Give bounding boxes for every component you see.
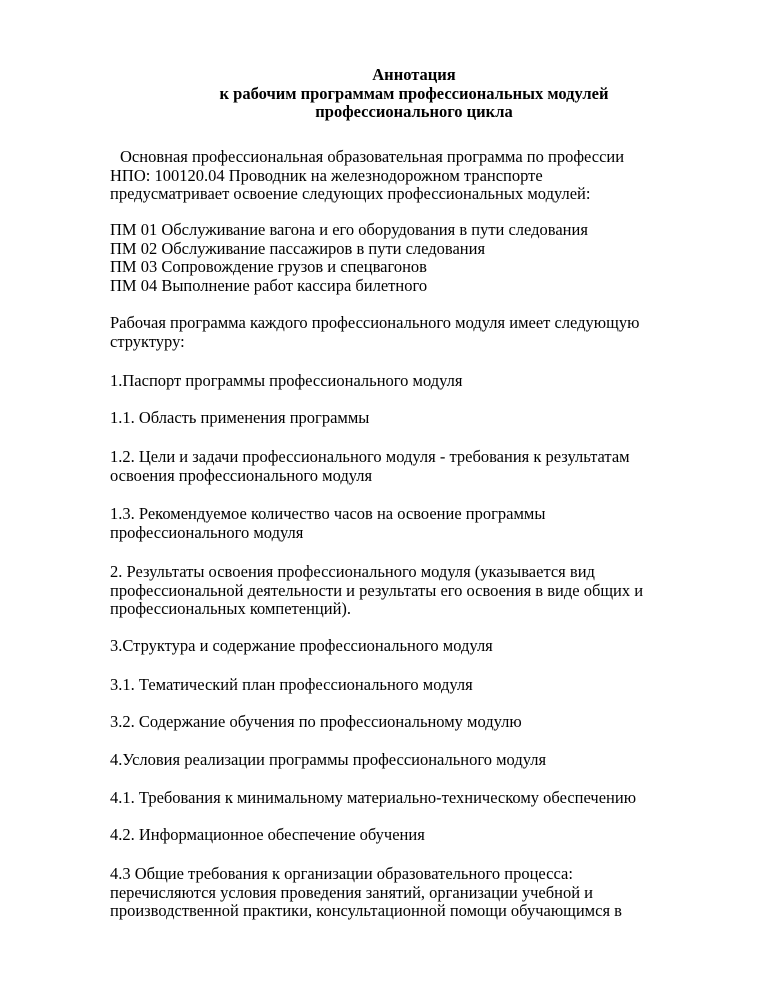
section-1-2-line-2: освоения профессионального модуля [110,465,373,485]
section-2-line-3: профессиональных компетенций). [110,599,352,618]
section-4 [110,751,750,770]
section-1 [110,372,750,391]
section-4-2-text: 4.2. Информационное обеспечение обучения [110,825,425,844]
section-1-heading: 1.Паспорт программы профессионального модуля [110,371,463,390]
section-1-2 [110,448,750,485]
section-4-1-text: 4.1. Требования к минимальному материально-техническому обеспечению [110,788,637,807]
structure-intro [110,314,750,351]
intro-paragraph [110,148,750,204]
section-4-3-line-1: 4.3 Общие требования к организации образовательного процесса: [110,864,573,883]
structure-intro-line-1: Рабочая программа каждого профессионального модуля имеет следующую [110,313,640,332]
intro-line-1: Основная профессиональная образовательная программа по профессии [120,147,625,166]
section-4-3 [110,865,750,921]
module-list [110,221,750,295]
structure-intro-line-2: структуру: [110,331,185,351]
section-1-3 [110,505,750,542]
section-4-heading: 4.Условия реализации программы профессионального модуля [110,750,547,769]
intro-line-2: НПО: 100120.04 Проводник на железнодорожном транспорте [110,165,543,185]
section-1-3-line-2: профессионального модуля [110,522,304,542]
section-3-2-text: 3.2. Содержание обучения по профессиональному модулю [110,712,522,731]
section-4-3-line-3: производственной практики, консультационной помощи обучающимся в [110,901,622,920]
section-4-2 [110,826,750,845]
section-3-1-text: 3.1. Тематический план профессионального модуля [110,675,473,694]
title-line-3: профессионального цикла [315,102,513,121]
section-4-1 [110,789,750,808]
section-3 [110,637,750,656]
intro-line-3: предусматривает освоение следующих профессиональных модулей: [110,184,591,203]
section-4-3-line-2: перечисляются условия проведения занятий, организации учебной и [110,882,593,902]
module-item-04: ПМ 04 Выполнение работ кассира билетного [110,275,428,295]
section-3-1 [110,676,750,695]
title-line-2: к рабочим программам профессиональных модулей [219,83,609,103]
title-line-1: Аннотация [372,65,456,84]
section-1-1-text: 1.1. Область применения программы [110,408,370,427]
section-1-3-line-1: 1.3. Рекомендуемое количество часов на освоение программы [110,504,546,523]
section-2-line-2: профессиональной деятельности и результаты его освоения в виде общих и [110,580,644,600]
section-3-2 [110,713,750,732]
section-1-1 [110,409,750,428]
section-2 [110,563,750,619]
section-3-heading: 3.Структура и содержание профессионального модуля [110,636,493,655]
document-title [100,66,728,122]
section-2-line-1: 2. Результаты освоения профессионального модуля (указывается вид [110,562,595,581]
module-item-02: ПМ 02 Обслуживание пассажиров в пути следования [110,238,486,258]
module-item-01: ПМ 01 Обслуживание вагона и его оборудования в пути следования [110,220,588,239]
module-item-03: ПМ 03 Сопровождение грузов и спецвагонов [110,257,427,276]
section-1-2-line-1: 1.2. Цели и задачи профессионального модуля - требования к результатам [110,447,630,466]
